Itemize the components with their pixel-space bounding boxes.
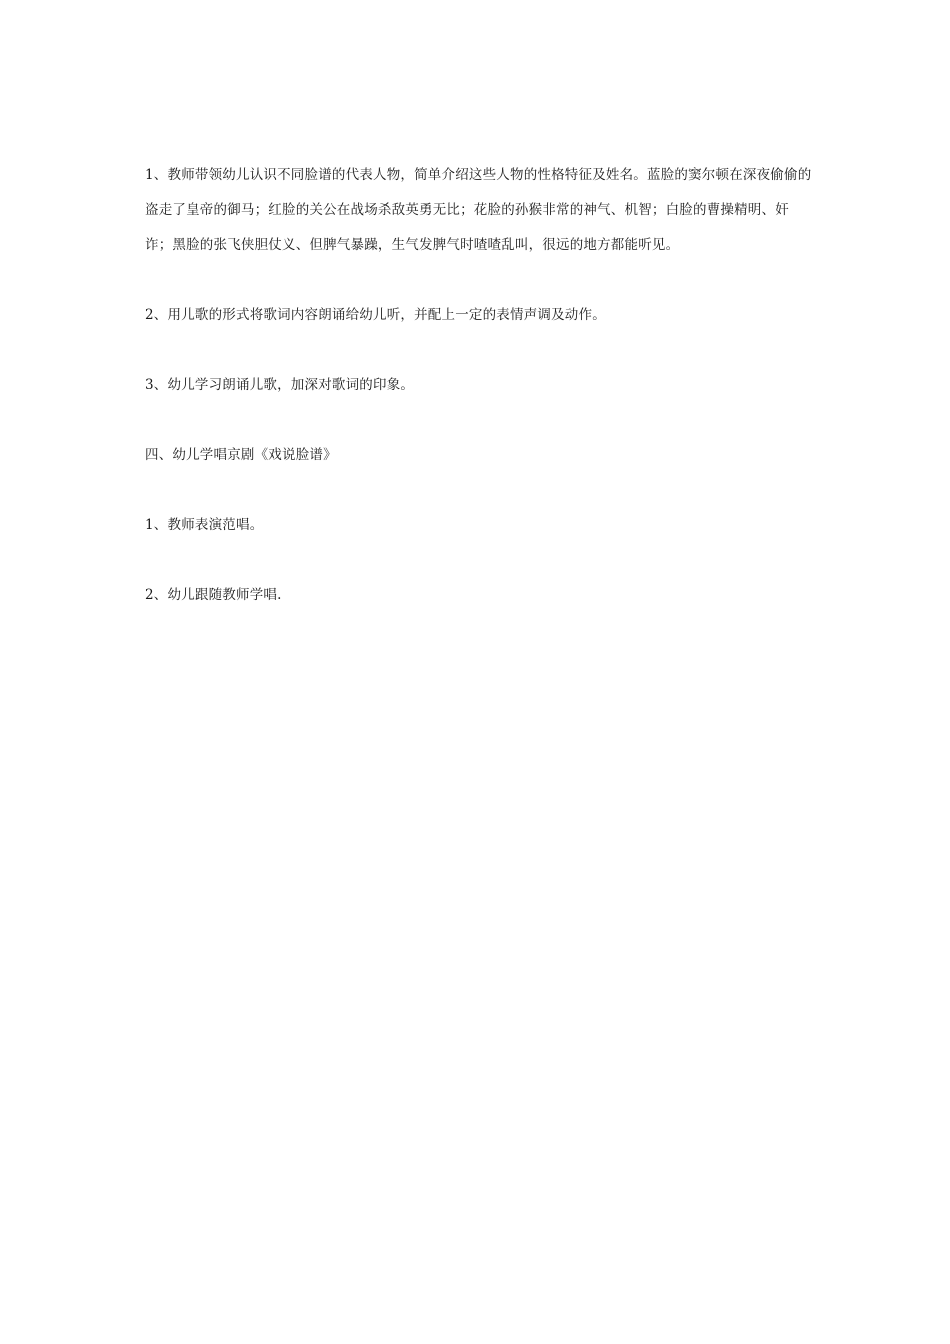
section-heading-learn-opera: 四、幼儿学唱京剧《戏说脸谱》 <box>145 447 337 463</box>
paragraph-recite-lyrics: 2、用儿歌的形式将歌词内容朗诵给幼儿听，并配上一定的表情声调及动作。 <box>145 307 606 323</box>
paragraph-teacher-demo: 1、教师表演范唱。 <box>145 517 264 533</box>
document-body <box>145 158 815 648</box>
paragraph-learn-recitation: 3、幼儿学习朗诵儿歌，加深对歌词的印象。 <box>145 377 415 393</box>
paragraph-face-characters: 1、教师带领幼儿认识不同脸谱的代表人物，简单介绍这些人物的性格特征及姓名。蓝脸的窦尔顿在深夜偷偷的盗走了皇帝的御马；红脸的关公在战场杀敌英勇无比；花脸的孙猴非常的神气、机智；白脸的曹操精明、奸诈；黑脸的张飞侠胆仗义、但脾气暴躁，生气发脾气时喳喳乱叫，很远的地方都能听见。 <box>145 167 812 253</box>
paragraph-children-follow: 2、幼儿跟随教师学唱. <box>145 587 282 603</box>
